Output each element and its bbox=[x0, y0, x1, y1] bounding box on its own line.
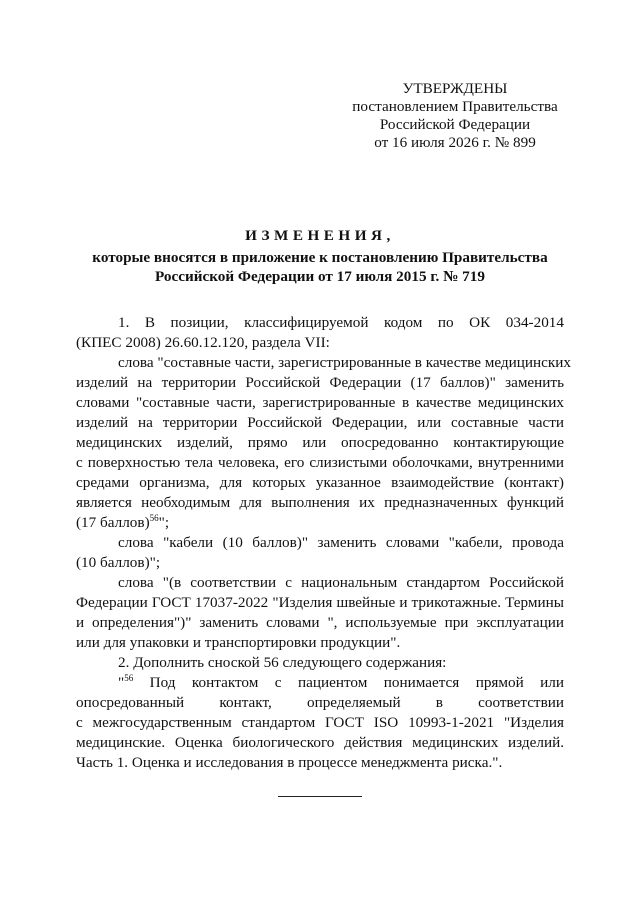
approval-title: УТВЕРЖДЕНЫ bbox=[402, 80, 508, 97]
footnote-ref: 56 bbox=[149, 513, 159, 523]
approval-line-1: постановлением Правительства bbox=[352, 98, 558, 115]
body-line: слова "кабели (10 баллов)" заменить словами "кабели, провода bbox=[118, 534, 564, 551]
body-line: Федерации ГОСТ 17037-2022 "Изделия швейные и трикотажные. Термины bbox=[76, 594, 564, 611]
body-line: (10 баллов)"; bbox=[76, 554, 161, 571]
document-subtitle-line-1: которые вносятся в приложение к постановлению Правительства bbox=[92, 249, 548, 266]
body-line: и определения")" заменить словами ", используемые при эксплуатации bbox=[76, 614, 564, 631]
body-text: " bbox=[118, 674, 125, 691]
body-line: медицинских изделий, прямо или опосредованно контактирующие bbox=[76, 434, 564, 451]
body-line: словами "составные части, зарегистрированные в качестве медицинских bbox=[76, 394, 564, 411]
body-line: с межгосударственным стандартом ГОСТ ISO 10993-1-2021 "Изделия bbox=[76, 714, 564, 731]
body-line: слова "(в соответствии с национальным стандартом Российской bbox=[118, 574, 564, 591]
body-text: (17 баллов) bbox=[76, 514, 150, 531]
body-line: средами организма, для которых указанное взаимодействие (контакт) bbox=[76, 474, 564, 491]
body-line: опосредованный контакт, определяемый в соответствии bbox=[76, 694, 564, 711]
body-line: слова "составные части, зарегистрированные в качестве медицинских bbox=[118, 354, 572, 371]
approval-line-3: от 16 июля 2026 г. № 899 bbox=[374, 134, 536, 151]
approval-line-2: Российской Федерации bbox=[379, 116, 531, 133]
footnote-ref: 56 bbox=[124, 673, 134, 683]
body-line: изделий на территории Российской Федерации, или составные части bbox=[76, 414, 564, 431]
footnote-line-with-ref bbox=[118, 673, 564, 693]
document-subtitle-line-2: Российской Федерации от 17 июля 2015 г. № 719 bbox=[155, 268, 485, 285]
end-divider bbox=[278, 796, 362, 797]
body-line: 2. Дополнить сноской 56 следующего содержания: bbox=[118, 654, 447, 671]
body-line: медицинские. Оценка биологического действия медицинских изделий. bbox=[76, 734, 564, 751]
body-line: Часть 1. Оценка и исследования в процессе менеджмента риска.". bbox=[76, 754, 503, 771]
document-title: ИЗМЕНЕНИЯ, bbox=[245, 227, 395, 244]
body-line: (КПЕС 2008) 26.60.12.120, раздела VII: bbox=[76, 334, 330, 351]
body-line: с поверхностью тела человека, его слизистыми оболочками, внутренними bbox=[76, 454, 564, 471]
body-line-with-footnote bbox=[76, 513, 564, 533]
body-line: является необходимым для выполнения их предназначенных функций bbox=[76, 494, 564, 511]
body-line: изделий на территории Российской Федерации (17 баллов)" заменить bbox=[76, 374, 564, 391]
body-text: "; bbox=[158, 514, 170, 531]
body-line: 1. В позиции, классифицируемой кодом по ОК 034-2014 bbox=[118, 314, 564, 331]
body-text: Под контактом с пациентом понимается прямой или bbox=[133, 674, 564, 691]
body-line: или для упаковки и транспортировки продукции". bbox=[76, 634, 401, 651]
